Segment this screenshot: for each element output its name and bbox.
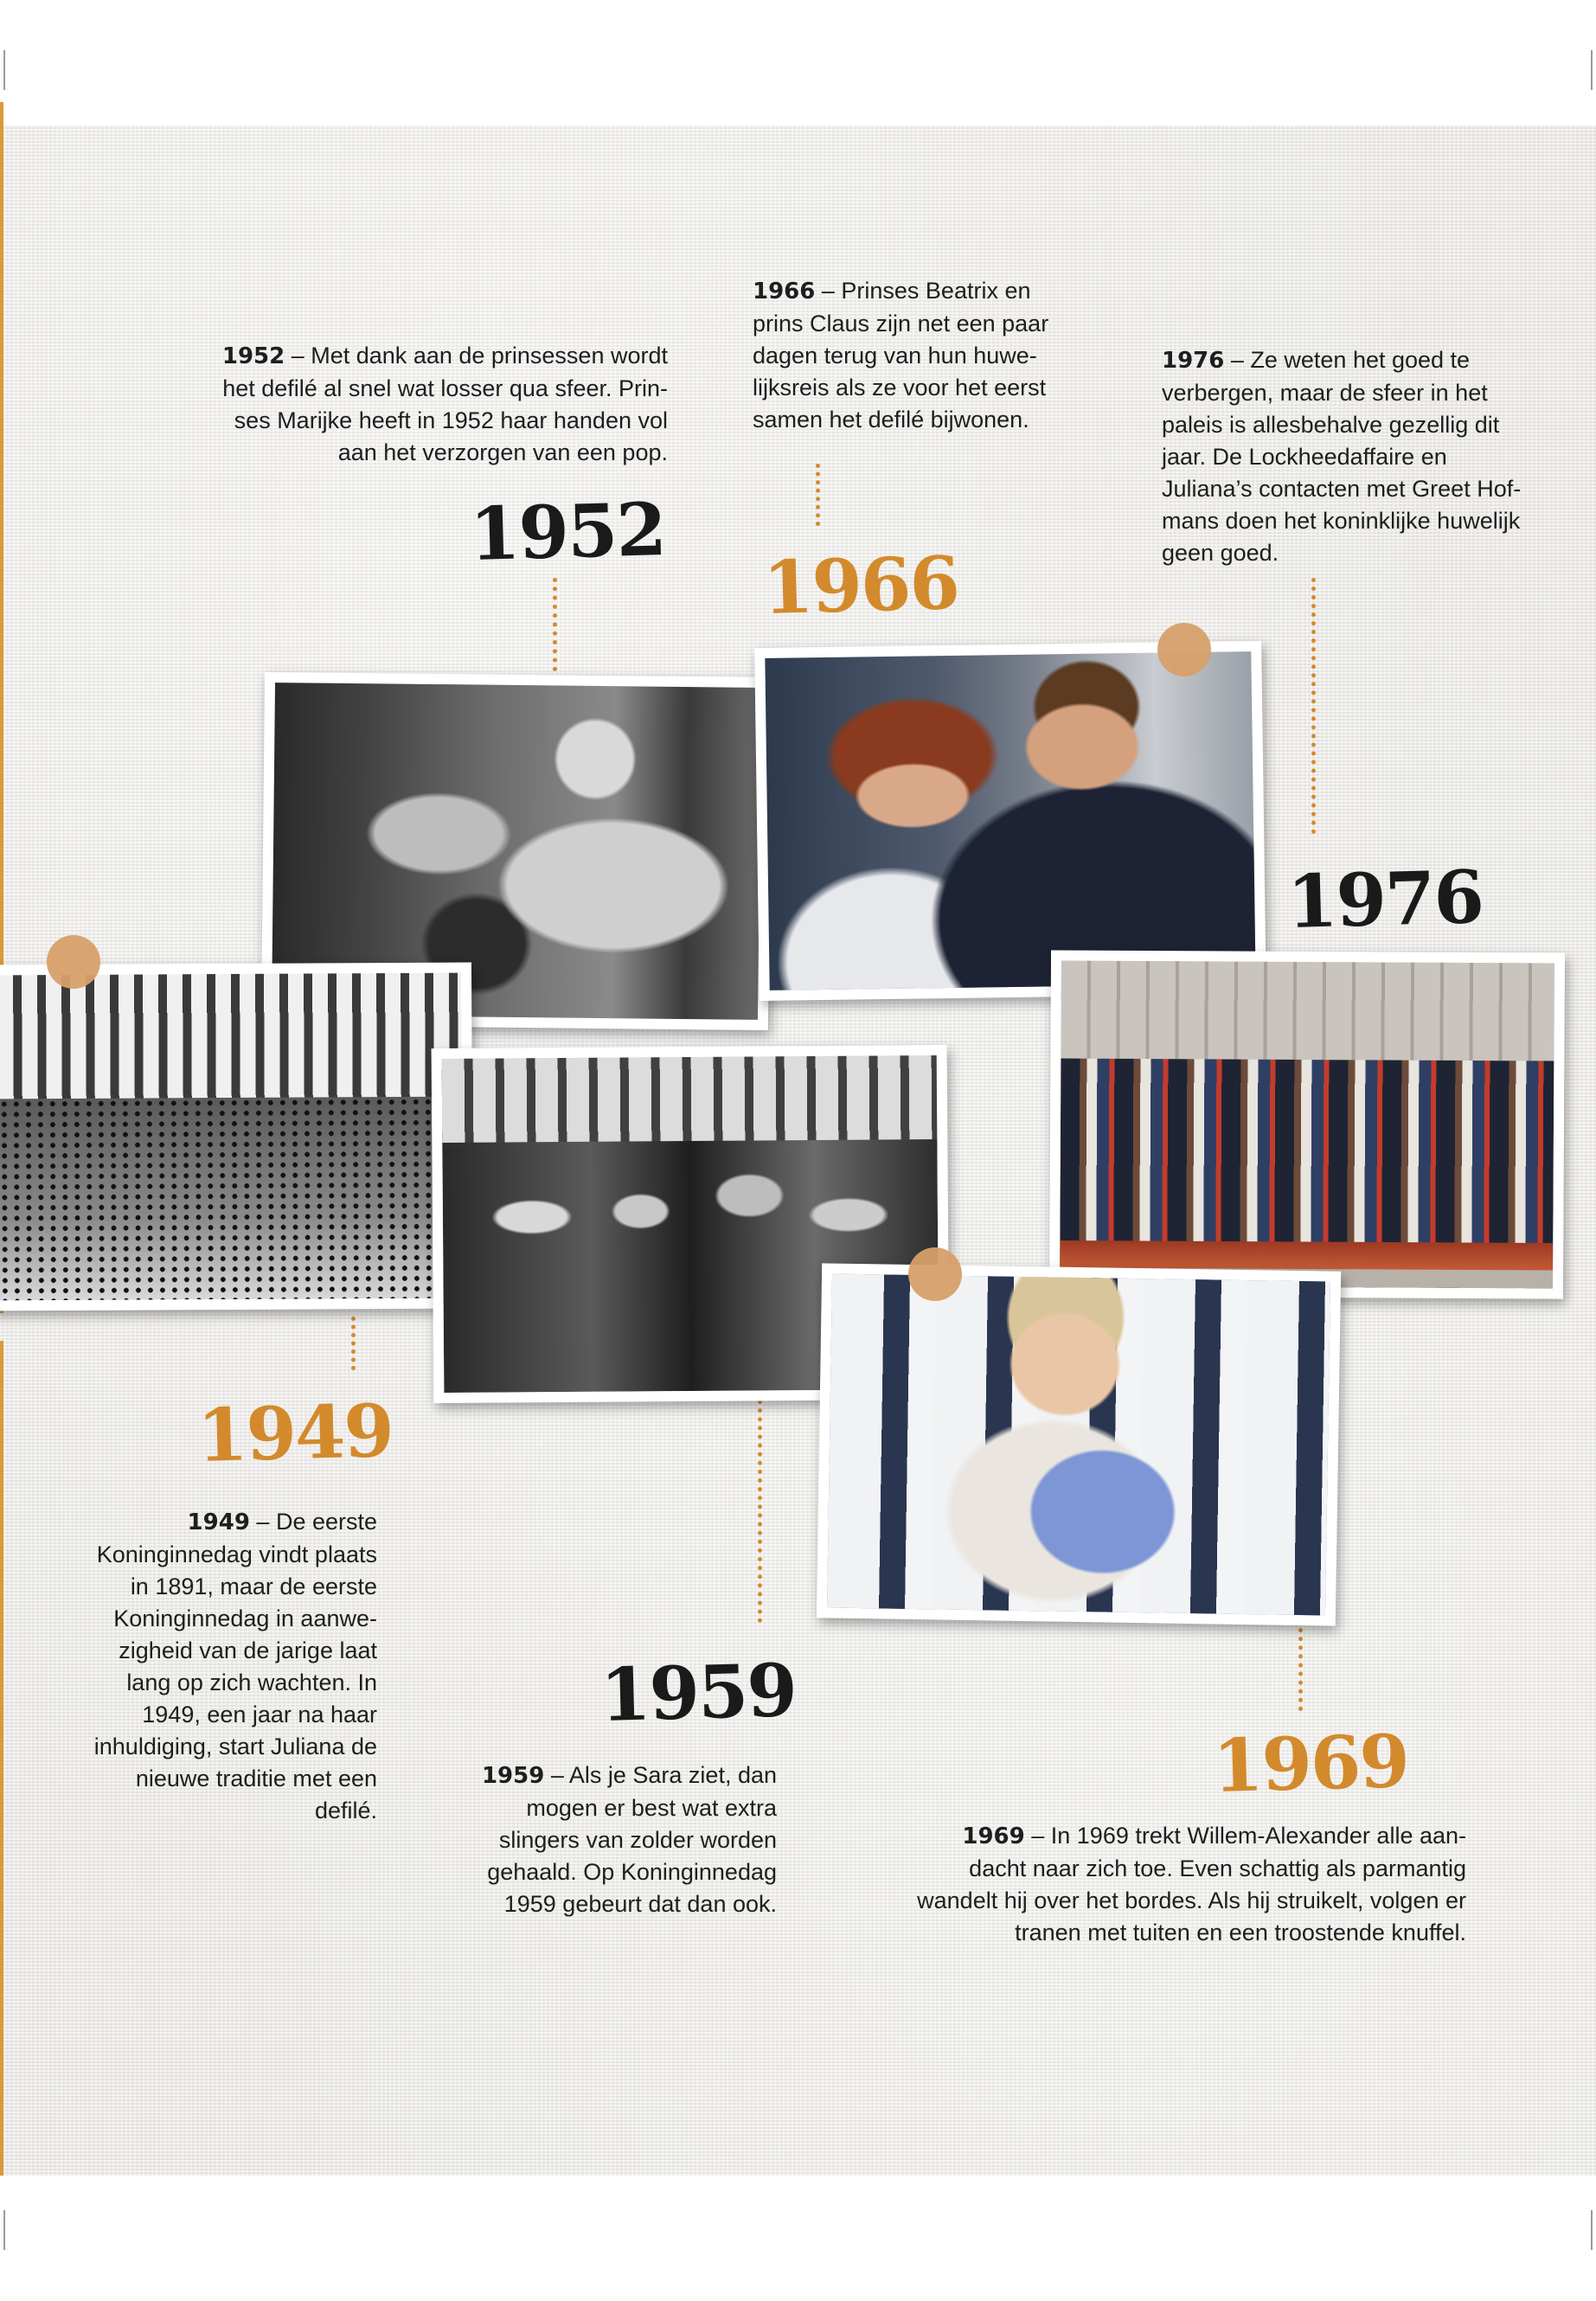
connector-1959 [758,1400,762,1623]
photo-1949-image [0,973,463,1301]
caption-1966 [753,275,1073,436]
caption-1952-text: – Met dank aan de prinsessen wordt het defilé al snel wat losser qua sfeer. Prin-ses Marijke heeft in 1952 haar handen vol aan het verzorgen van een pop. [222,343,668,465]
caption-1949-year: 1949 [187,1509,250,1535]
caption-1949-text: – De eerste Koninginnedag vindt plaats in 1891, maar de eerste Koninginnedag in aanwe-zigheid van de jarige laat lang op zich wachten. In 1949, een jaar na haar inhuldiging, start Juliana de nieuwe traditie met een defilé. [93,1509,377,1823]
caption-1966-year: 1966 [753,279,816,304]
photo-1976-family [1049,950,1565,1298]
connector-1976 [1311,578,1316,834]
decorative-circle-1949 [47,935,100,989]
connector-1952 [553,578,557,671]
caption-1966-text: – Prinses Beatrix en prins Claus zijn net een paar dagen terug van hun huwe-lijksreis als ze voor het eerst samen het defilé bijwonen. [753,278,1049,433]
caption-1959-text: – Als je Sara ziet, dan mogen er best wat extra slingers van zolder worden gehaald. Op Koninginnedag 1959 gebeurt dat dan ook. [487,1762,777,1917]
connector-1949 [351,1317,356,1370]
caption-1969 [908,1820,1466,1949]
caption-1959-year: 1959 [481,1763,545,1789]
caption-1976 [1162,344,1542,569]
photo-1976-image [1060,961,1554,1289]
caption-1969-text: – In 1969 trekt Willem-Alexander alle aan-dacht naar zich toe. Even schattig als parmantig wandelt hij over het bordes. Als hij struikelt, volgen er tranen met tuiten en een troostende knuffel. [917,1823,1466,1945]
caption-1976-text: – Ze weten het goed te verbergen, maar de sfeer in het paleis is allesbehalve gezellig dit jaar. De Lockheedaffaire en Juliana’s contacten met Greet Hof-mans doen het koninklijke huwelijk geen goed. [1162,347,1522,566]
left-margin-accent-line-lower [0,1341,3,2176]
year-label-1969: 1969 [1211,1718,1410,1809]
year-label-1959: 1959 [599,1647,798,1738]
crop-mark-top-left [3,50,5,90]
photo-1966-couple [754,641,1266,1001]
year-label-1976: 1976 [1285,854,1484,945]
crop-mark-top-right [1591,50,1593,90]
connector-1966 [816,464,820,526]
caption-1959 [458,1759,777,1920]
year-label-1952: 1952 [468,486,667,577]
photo-1969-image [827,1274,1330,1616]
caption-1952 [201,340,668,469]
photo-1949-palace-crowd [0,963,473,1311]
crop-mark-bottom-left [3,2210,5,2250]
connector-1969 [1298,1619,1303,1711]
caption-1976-year: 1976 [1162,348,1225,374]
decorative-circle-1969 [908,1247,962,1301]
caption-1952-year: 1952 [221,343,285,369]
decorative-circle-1966 [1157,623,1211,676]
year-label-1949: 1949 [195,1388,394,1478]
caption-1949 [78,1506,377,1827]
photo-1966-image [765,651,1255,990]
caption-1969-year: 1969 [962,1823,1025,1849]
crop-mark-bottom-right [1591,2210,1593,2250]
photo-1969-boy-with-balloon [817,1263,1341,1625]
year-label-1966: 1966 [761,540,960,631]
